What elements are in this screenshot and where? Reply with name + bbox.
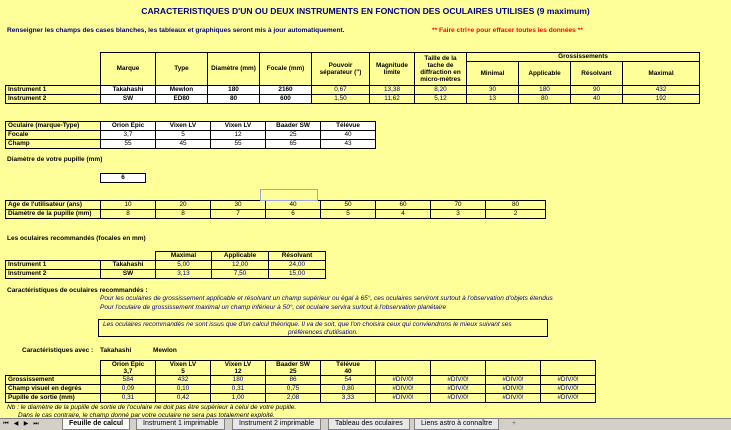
oculaire-name-input[interactable]: Vixen LV xyxy=(211,122,266,131)
row-label: Pupille de sortie (mm) xyxy=(6,394,101,403)
disclaimer-box xyxy=(98,319,548,337)
resolvant-value: 15,00 xyxy=(269,270,326,279)
header-tache: Taille de la tache de diffraction en micro-mètres xyxy=(415,53,467,86)
age-table xyxy=(5,200,546,219)
oculaire-name-input[interactable]: Orion Epic xyxy=(101,122,156,131)
oculaire-focale-input[interactable]: 40 xyxy=(321,131,376,140)
age-cell: 50 xyxy=(321,201,376,210)
value-cell: #DIV/0! xyxy=(541,376,596,385)
oculaire-focale: 25 xyxy=(289,368,297,375)
tab-instrument-1[interactable]: Instrument 1 imprimable xyxy=(136,419,225,430)
table-row xyxy=(6,270,326,279)
oculaire-col xyxy=(266,361,321,376)
oculaire-name-input[interactable]: Télévue xyxy=(321,122,376,131)
recommandes-table xyxy=(5,251,326,279)
row-label: Instrument 2 xyxy=(6,270,101,279)
carac-avec-type: Mewlon xyxy=(153,347,177,354)
tab-liens[interactable]: Liens astro à connaître xyxy=(414,419,499,430)
oculaire-col xyxy=(211,361,266,376)
value-cell: 0,10 xyxy=(156,385,211,394)
table-row xyxy=(6,210,546,219)
header-pouvoir: Pouvoir séparateur (") xyxy=(312,53,370,86)
oculaire-champ-input[interactable]: 43 xyxy=(321,140,376,149)
oculaire-focale-input[interactable]: 5 xyxy=(156,131,211,140)
row-label: Instrument 1 xyxy=(6,261,101,270)
marque-input[interactable]: SW xyxy=(101,95,156,104)
value-cell: 0,09 xyxy=(101,385,156,394)
oculaire-champ-input[interactable]: 65 xyxy=(266,140,321,149)
prev-sheet-icon[interactable]: ◀ xyxy=(13,421,19,427)
carac-avec-marque: Takahashi xyxy=(100,347,132,354)
diam-cell: 7 xyxy=(211,210,266,219)
oculaire-focale: 12 xyxy=(234,368,242,375)
pouvoir-value: 1,50 xyxy=(312,95,370,104)
carac-avec-table xyxy=(5,360,596,403)
first-sheet-icon[interactable]: ⏮ xyxy=(3,421,9,427)
carac-title: Caractéristiques de oculaires recommandés : xyxy=(7,287,148,294)
value-cell: #DIV/0! xyxy=(376,394,431,403)
age-cell: 80 xyxy=(486,201,546,210)
diametre-input[interactable]: 180 xyxy=(208,86,260,95)
oculaire-name: Télévue xyxy=(336,361,360,368)
diam-cell: 8 xyxy=(101,210,156,219)
table-row xyxy=(6,86,700,95)
type-input[interactable]: Mewlon xyxy=(156,86,208,95)
age-label: Age de l'utilisateur (ans) xyxy=(6,201,101,210)
oculaires-table xyxy=(5,121,376,149)
diam-label: Diamètre de la pupille (mm) xyxy=(6,210,101,219)
empty-col xyxy=(431,361,486,376)
applicable-value: 7,50 xyxy=(212,270,269,279)
age-cell: 10 xyxy=(101,201,156,210)
value-cell: 54 xyxy=(321,376,376,385)
header-minimal: Minimal xyxy=(467,62,519,86)
pupille-label: Diamètre de votre pupille (mm) xyxy=(7,156,103,163)
table-row xyxy=(6,95,700,104)
value-cell: 0,31 xyxy=(211,385,266,394)
add-sheet-icon[interactable]: + xyxy=(512,421,516,427)
diam-cell: 3 xyxy=(431,210,486,219)
value-cell: #DIV/0! xyxy=(376,376,431,385)
value-cell: #DIV/0! xyxy=(541,394,596,403)
row-label: Instrument 1 xyxy=(6,86,101,95)
minimal-value: 13 xyxy=(467,95,519,104)
value-cell: 2,08 xyxy=(266,394,321,403)
recommandes-title: Les oculaires recommandés (focales en mm) xyxy=(7,235,146,242)
header-grossissements: Grossissements xyxy=(467,53,700,62)
value-cell: 0,31 xyxy=(101,394,156,403)
header-focale: Focale (mm) xyxy=(260,53,312,86)
footnote-2: Dans le cas contraire, le champ donné par votre oculaire ne sera pas totalement exploité. xyxy=(18,412,275,418)
oculaire-focale: 5 xyxy=(181,368,185,375)
footnote-1: Nb : le diamètre de la pupille de sortie de l'oculaire ne doit pas être supérieur à celui de votre pupille. xyxy=(7,404,297,411)
tache-value: 8,20 xyxy=(415,86,467,95)
oculaire-focale-input[interactable]: 25 xyxy=(266,131,321,140)
type-input[interactable]: ED80 xyxy=(156,95,208,104)
value-cell: #DIV/0! xyxy=(431,394,486,403)
oculaire-champ-input[interactable]: 55 xyxy=(101,140,156,149)
oculaire-name-input[interactable]: Baader SW xyxy=(266,122,321,131)
value-cell: #DIV/0! xyxy=(431,376,486,385)
table-row xyxy=(6,122,376,131)
value-cell: #DIV/0! xyxy=(541,385,596,394)
diam-cell: 2 xyxy=(486,210,546,219)
diam-cell: 4 xyxy=(376,210,431,219)
magnitude-value: 11,62 xyxy=(370,95,415,104)
table-row xyxy=(6,376,596,385)
carac-line2: Pour l'oculaire de grossissement maximal un champ inférieur à 50°, cet oculaire servira surtout à l'observation planétaire xyxy=(100,304,447,311)
selected-cell[interactable] xyxy=(260,189,318,201)
pupille-table xyxy=(100,173,146,183)
maximal-value: 432 xyxy=(623,86,700,95)
instruction-text: Renseigner les champs des cases blanches, les tableaux et graphiques seront mis à jour automatiquement. xyxy=(7,27,345,34)
carac-line1: Pour les oculaires de grossissement applicable et résolvant un champ supérieur ou égal à 65°, ces oculaires serviront surtout à l'observation d'objets étendus xyxy=(100,295,553,302)
oculaire-champ-input[interactable]: 55 xyxy=(211,140,266,149)
header-type: Type xyxy=(156,53,208,86)
oculaire-name: Baader SW xyxy=(276,361,310,368)
table-row xyxy=(6,201,546,210)
table-row xyxy=(6,394,596,403)
instruments-table xyxy=(5,52,700,104)
focale-label: Focale xyxy=(6,131,101,140)
age-cell: 70 xyxy=(431,201,486,210)
value-cell: 432 xyxy=(156,376,211,385)
marque-cell: SW xyxy=(101,270,156,279)
magnitude-value: 13,38 xyxy=(370,86,415,95)
diam-cell: 5 xyxy=(321,210,376,219)
maximal-value: 192 xyxy=(623,95,700,104)
maximal-value: 5,00 xyxy=(156,261,212,270)
value-cell: #DIV/0! xyxy=(486,394,541,403)
next-sheet-icon[interactable]: ▶ xyxy=(23,421,29,427)
oculaire-name-input[interactable]: Vixen LV xyxy=(156,122,211,131)
tab-instrument-2[interactable]: Instrument 2 imprimable xyxy=(232,419,321,430)
resolvant-value: 90 xyxy=(571,86,623,95)
header-applicable: Applicable xyxy=(212,252,269,261)
age-cell: 20 xyxy=(156,201,211,210)
tache-value: 5,12 xyxy=(415,95,467,104)
header-applicable: Applicable xyxy=(519,62,571,86)
value-cell: #DIV/0! xyxy=(486,385,541,394)
value-cell: #DIV/0! xyxy=(431,385,486,394)
value-cell: 3,33 xyxy=(321,394,376,403)
table-row xyxy=(6,140,376,149)
carac-avec-label: Caractéristiques avec : xyxy=(22,347,94,354)
resolvant-value: 24,00 xyxy=(269,261,326,270)
value-cell: 0,42 xyxy=(156,394,211,403)
sheet-tab-bar xyxy=(0,418,731,430)
oculaire-name: Vixen LV xyxy=(224,361,252,368)
oculaire-col xyxy=(156,361,211,376)
empty-col xyxy=(486,361,541,376)
value-cell: #DIV/0! xyxy=(486,376,541,385)
last-sheet-icon[interactable]: ⏭ xyxy=(33,421,39,427)
oculaire-focale: 3,7 xyxy=(123,368,133,375)
oculaire-focale-input[interactable]: 12 xyxy=(211,131,266,140)
diametre-input[interactable]: 80 xyxy=(208,95,260,104)
value-cell: 1,00 xyxy=(211,394,266,403)
value-cell: 584 xyxy=(101,376,156,385)
age-cell: 40 xyxy=(266,201,321,210)
champ-label: Champ xyxy=(6,140,101,149)
marque-cell: Takahashi xyxy=(101,261,156,270)
minimal-value: 30 xyxy=(467,86,519,95)
empty-col xyxy=(376,361,431,376)
row-label: Champ visuel en degrés xyxy=(6,385,101,394)
value-cell: 86 xyxy=(266,376,321,385)
resolvant-value: 40 xyxy=(571,95,623,104)
focale-input[interactable]: 2160 xyxy=(260,86,312,95)
row-label: Instrument 2 xyxy=(6,95,101,104)
table-row xyxy=(6,261,326,270)
table-row xyxy=(6,385,596,394)
value-cell: 180 xyxy=(211,376,266,385)
oculaire-focale: 40 xyxy=(344,368,352,375)
table-row xyxy=(6,131,376,140)
applicable-value: 12,00 xyxy=(212,261,269,270)
value-cell: 0,80 xyxy=(321,385,376,394)
header-diametre: Diamètre (mm) xyxy=(208,53,260,86)
oculaire-label: Oculaire (marque-Type) xyxy=(6,122,101,131)
disclaimer-line1: Les oculaires recommandés ne sont issus que d'un calcul théorique. Il va de soit, que l'on choisira ceux qui conviendrons le mieux suivant ses xyxy=(103,321,512,328)
oculaire-name: Orion Epic xyxy=(111,361,145,368)
oculaire-col xyxy=(321,361,376,376)
header-magnitude: Magnitude limite xyxy=(370,53,415,86)
value-cell: #DIV/0! xyxy=(376,385,431,394)
applicable-value: 80 xyxy=(519,95,571,104)
diam-cell: 8 xyxy=(156,210,211,219)
page-title: CARACTERISTIQUES D'UN OU DEUX INSTRUMENTS EN FONCTION DES OCULAIRES UTILISES (9 maximum) xyxy=(141,6,590,16)
empty-col xyxy=(541,361,596,376)
value-cell: 0,75 xyxy=(266,385,321,394)
diam-cell: 6 xyxy=(266,210,321,219)
oculaire-name: Vixen LV xyxy=(169,361,197,368)
row-label: Grossissement xyxy=(6,376,101,385)
oculaire-col xyxy=(101,361,156,376)
tab-feuille-de-calcul[interactable]: Feuille de calcul xyxy=(62,419,130,430)
oculaire-champ-input[interactable]: 45 xyxy=(156,140,211,149)
pupille-input[interactable]: 6 xyxy=(101,174,146,183)
header-resolvant: Résolvant xyxy=(571,62,623,86)
applicable-value: 180 xyxy=(519,86,571,95)
oculaire-focale-input[interactable]: 3,7 xyxy=(101,131,156,140)
tab-oculaires[interactable]: Tableau des oculaires xyxy=(328,419,410,430)
focale-input[interactable]: 600 xyxy=(260,95,312,104)
erase-hint: ** Faire ctrl+e pour effacer toutes les données ** xyxy=(432,27,583,34)
age-cell: 60 xyxy=(376,201,431,210)
disclaimer-line2: préférences d'utilisation. xyxy=(288,329,358,336)
pouvoir-value: 0,67 xyxy=(312,86,370,95)
header-maximal: Maximal xyxy=(623,62,700,86)
maximal-value: 3,13 xyxy=(156,270,212,279)
marque-input[interactable]: Takahashi xyxy=(101,86,156,95)
age-cell: 30 xyxy=(211,201,266,210)
header-marque: Marque xyxy=(101,53,156,86)
header-resolvant: Résolvant xyxy=(269,252,326,261)
header-maximal: Maximal xyxy=(156,252,212,261)
